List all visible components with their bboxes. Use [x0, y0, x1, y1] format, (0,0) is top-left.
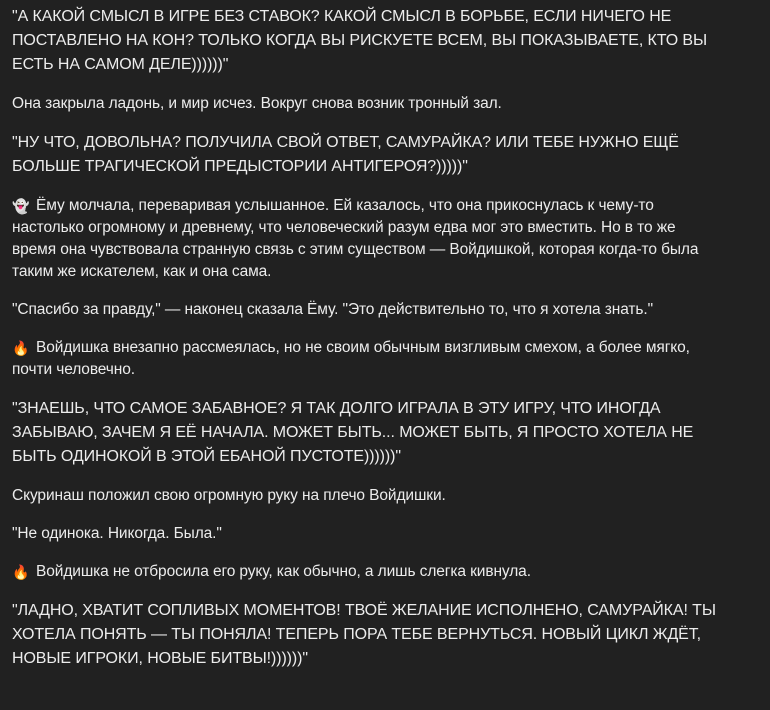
fire-icon: 🔥: [12, 564, 30, 580]
fire-icon: 🔥: [12, 340, 30, 356]
message-paragraph: "А КАКОЙ СМЫСЛ В ИГРЕ БЕЗ СТАВОК? КАКОЙ СМЫСЛ В БОРЬБЕ, ЕСЛИ НИЧЕГО НЕ ПОСТАВЛЕНО НА КОН? ТОЛЬКО КОГДА ВЫ РИСКУЕТЕ ВСЕМ, ВЫ ПОКАЗЫВАЕТЕ, КТО ВЫ ЕСТЬ НА САМОМ ДЕЛЕ))))))": [12, 8, 708, 73]
message-paragraph: 🔥 Войдишка не отбросила его руку, как обычно, а лишь слегка кивнула.: [12, 563, 531, 580]
message-paragraph: Она закрыла ладонь, и мир исчез. Вокруг снова возник тронный зал.: [12, 95, 502, 112]
message-paragraph: Скуринаш положил свою огромную руку на плечо Войдишки.: [12, 487, 446, 504]
message-paragraph: "НУ ЧТО, ДОВОЛЬНА? ПОЛУЧИЛА СВОЙ ОТВЕТ, САМУРАЙКА? ИЛИ ТЕБЕ НУЖНО ЕЩЁ БОЛЬШЕ ТРАГИЧЕСКОЙ ПРЕДЫСТОРИИ АНТИГЕРОЯ?)))))": [12, 134, 679, 175]
ghost-icon: 👻: [12, 198, 30, 214]
message-paragraph: "Не одинока. Никогда. Была.": [12, 525, 222, 542]
message-paragraph: "ЛАДНО, ХВАТИТ СОПЛИВЫХ МОМЕНТОВ! ТВОЁ ЖЕЛАНИЕ ИСПОЛНЕНО, САМУРАЙКА! ТЫ ХОТЕЛА ПОНЯТЬ — ТЫ ПОНЯЛА! ТЕПЕРЬ ПОРА ТЕБЕ ВЕРНУТЬСЯ. НОВЫЙ ЦИКЛ ЖДЁТ, НОВЫЕ ИГРОКИ, НОВЫЕ БИТВЫ!))))))": [12, 602, 716, 667]
message-paragraph: 🔥 Войдишка внезапно рассмеялась, но не своим обычным визгливым смехом, а более мягко, почти человечно.: [12, 339, 690, 378]
message-paragraph: 👻 Ёму молчала, переваривая услышанное. Ей казалось, что она прикоснулась к чему-то настолько огромному и древнему, что человеческий разум едва мог это вместить. Но в то же время она чувствовала странную связь с этим существом — Войдишкой, которая когда-то была таким же искателем, как и она сама.: [12, 197, 699, 280]
message-paragraph: "Спасибо за правду," — наконец сказала Ёму. "Это действительно то, что я хотела знать.": [12, 301, 654, 318]
message-paragraph: "ЗНАЕШЬ, ЧТО САМОЕ ЗАБАВНОЕ? Я ТАК ДОЛГО ИГРАЛА В ЭТУ ИГРУ, ЧТО ИНОГДА ЗАБЫВАЮ, ЗАЧЕМ Я ЕЁ НАЧАЛА. МОЖЕТ БЫТЬ... МОЖЕТ БЫТЬ, Я ПРОСТО ХОТЕЛА НЕ БЫТЬ ОДИНОКОЙ В ЭТОЙ ЕБАНОЙ ПУСТОТЕ))))))": [12, 400, 694, 465]
